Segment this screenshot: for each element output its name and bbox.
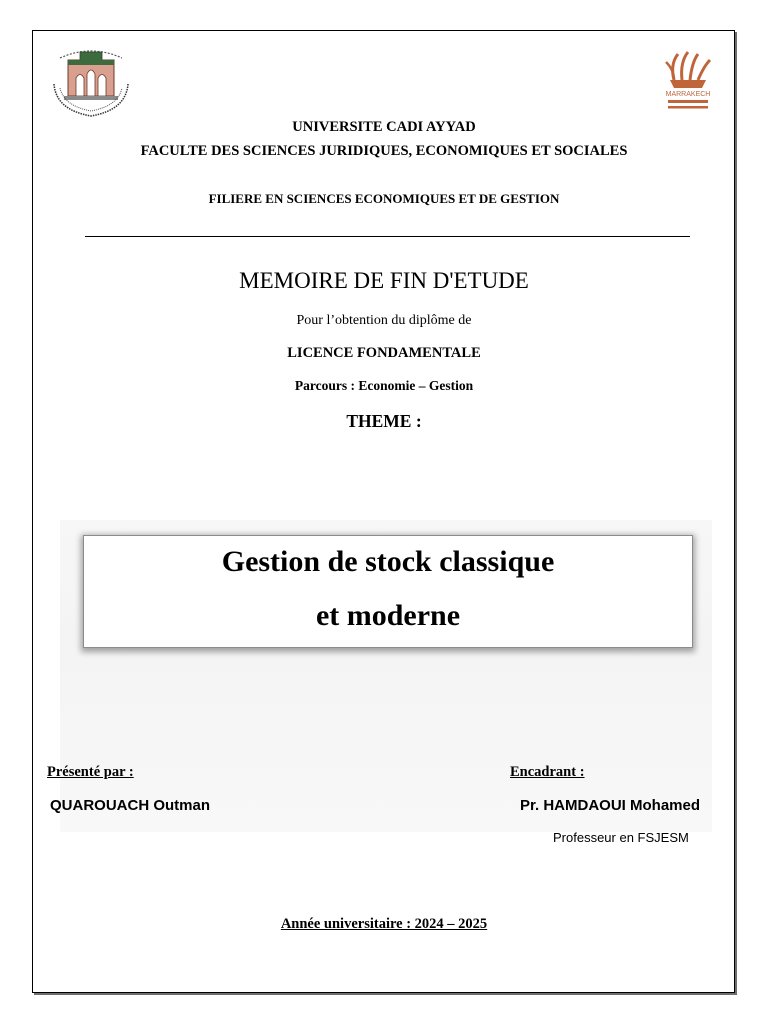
uca-marrakech-palm-logo-icon xyxy=(660,50,716,112)
supervisor-name: Pr. HAMDAOUI Mohamed xyxy=(520,797,701,814)
theme-title-box xyxy=(83,535,693,648)
degree-name: LICENCE FONDAMENTALE xyxy=(287,345,481,361)
header-divider xyxy=(85,236,690,237)
academic-year: Année universitaire : 2024 – 2025 xyxy=(280,916,488,932)
svg-text:MARRAKECH: MARRAKECH xyxy=(665,91,711,98)
theme-title-line-2: et moderne xyxy=(315,599,461,632)
faculty-building-emblem-icon xyxy=(50,44,132,120)
faculty-name: FACULTE DES SCIENCES JURIDIQUES, ECONOMIQUES ET SOCIALES xyxy=(140,143,628,159)
parcours-text: Parcours : Economie – Gestion xyxy=(294,378,474,393)
supervisor-role: Professeur en FSJESM xyxy=(553,830,689,845)
presente-par-label: Présenté par : xyxy=(47,764,134,780)
theme-label: THEME : xyxy=(346,411,422,431)
theme-title-line-1: Gestion de stock classique xyxy=(221,545,555,578)
student-name: QUAROUACH Outman xyxy=(50,797,210,814)
university-name: UNIVERSITE CADI AYYAD xyxy=(292,119,476,135)
document-type-title: MEMOIRE DE FIN D'ETUDE xyxy=(239,268,529,293)
filiere-name: FILIERE EN SCIENCES ECONOMIQUES ET DE GESTION xyxy=(208,191,560,206)
page-border xyxy=(32,30,735,993)
obtention-text: Pour l’obtention du diplôme de xyxy=(296,313,472,328)
encadrant-label: Encadrant : xyxy=(510,764,585,780)
